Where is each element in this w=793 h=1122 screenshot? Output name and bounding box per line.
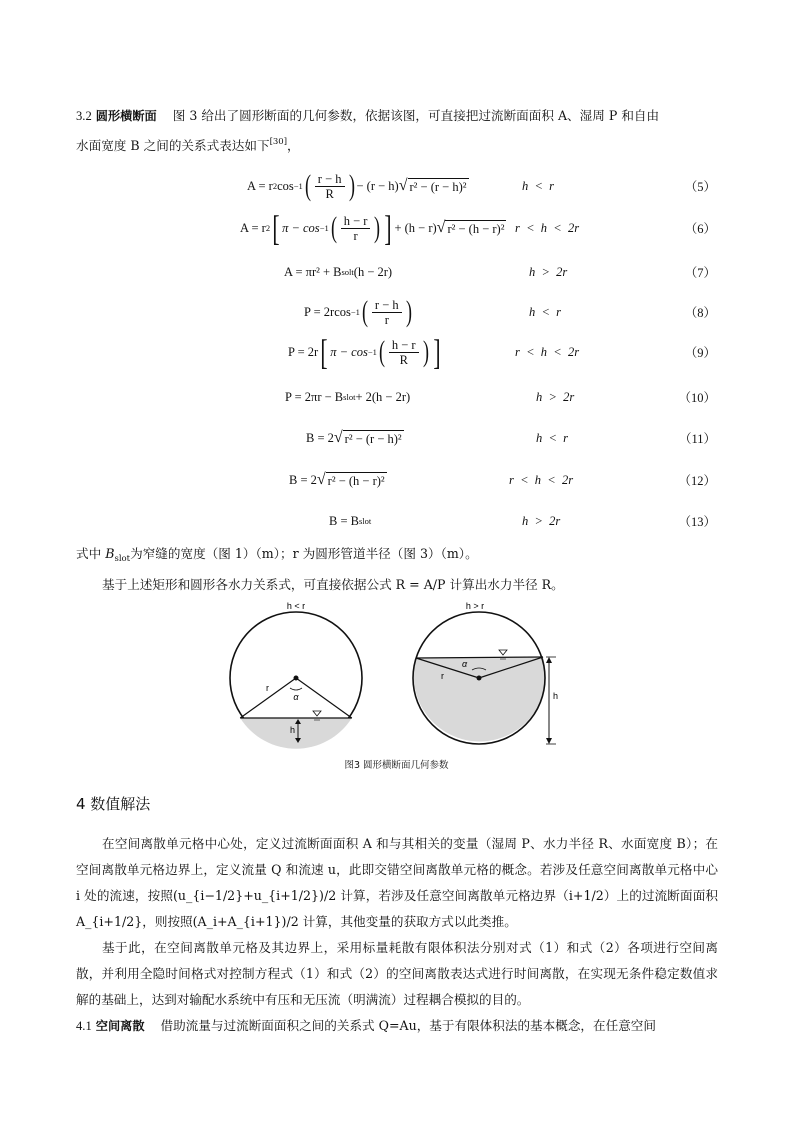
bracket-left: [ bbox=[320, 332, 328, 372]
equation-12-number: （12） bbox=[678, 474, 716, 488]
paren-left: ( bbox=[361, 295, 368, 328]
h-label-right: h bbox=[553, 691, 559, 701]
figure-left-title: h < r bbox=[286, 601, 306, 611]
section-text-line1: 图 3 给出了圆形断面的几何参数，依据该图，可直接把过流断面面积 A、湿周 P 和自由 bbox=[172, 108, 660, 123]
equation-9-formula bbox=[288, 332, 443, 372]
section-title: 圆形横断面 bbox=[95, 109, 157, 123]
paren-right: ) bbox=[374, 211, 381, 244]
equation-10-formula bbox=[285, 383, 410, 411]
explanation-line1 bbox=[76, 541, 718, 572]
water-right bbox=[414, 657, 546, 741]
eq-sup: −1 bbox=[367, 347, 377, 357]
paren-right: ) bbox=[422, 335, 429, 368]
equation-7-number: （7） bbox=[684, 266, 716, 280]
equation-explanation bbox=[76, 541, 718, 598]
sqrt-body: r² − (r − h)² bbox=[344, 431, 402, 446]
paragraph-text: 在空间离散单元格中心处，定义过流断面面积 A 和与其相关的变量（湿周 P、水力半径 R、水面宽度 B）；在空间离散单元格边界上，定义流量 Q 和流速 u，此即交错空间离散单元格的概念。若涉及任意空间离散单元格中心 i 处的流速，按照(u_{i−1/2}+u_{i+1/2})/2 计算，若涉及任意空间离散单元格边界（i+1/2）上的过流断面面积 A_{i+1/2}，则按照(A_i+A_{i+1})/2 计算，其他变量的获取方式以此类推。 bbox=[76, 836, 718, 929]
h-label-left: h bbox=[290, 725, 296, 735]
figure-caption: 图3 圆形横断面几何参数 bbox=[344, 760, 449, 771]
sqrt-sign: √ bbox=[333, 429, 343, 446]
section-text: 借助流量与过流断面面积之间的关系式 Q=Au，基于有限体积法的基本概念，在任意空间 bbox=[160, 1018, 656, 1033]
variable: B bbox=[105, 546, 115, 561]
paren-right: ) bbox=[405, 295, 412, 328]
eq-text: P = 2rcos bbox=[304, 304, 351, 319]
r-label-left: r bbox=[266, 683, 269, 693]
fraction-denominator: R bbox=[399, 352, 408, 367]
text: 式中 bbox=[76, 546, 106, 561]
equation-7-condition: h > 2r bbox=[529, 264, 568, 279]
equation-5-number: （5） bbox=[684, 180, 716, 194]
paren-right: ) bbox=[348, 169, 355, 202]
sqrt-body: r² − (r − h)² bbox=[409, 179, 467, 194]
eq-sub: solt bbox=[341, 267, 354, 277]
equation-9-number: （9） bbox=[684, 346, 716, 360]
figure-3 bbox=[220, 595, 580, 755]
equation-5 bbox=[76, 169, 716, 202]
section-4-paragraph-2 bbox=[76, 935, 718, 1013]
sqrt-body: r² − (h − r)² bbox=[327, 473, 385, 488]
equation-12-condition: r < h < 2r bbox=[509, 472, 574, 487]
equation-8-number: （8） bbox=[684, 306, 716, 320]
section-number: 3.2 bbox=[76, 109, 92, 123]
eq-text: π − cos bbox=[282, 220, 320, 235]
equation-12-formula bbox=[289, 466, 387, 494]
sqrt bbox=[399, 177, 469, 195]
equation-11-number: （11） bbox=[678, 432, 716, 446]
citation-ref: [30] bbox=[269, 137, 288, 147]
section-4-heading: 4 数值解法 bbox=[76, 795, 151, 813]
fraction bbox=[389, 338, 419, 367]
equation-12 bbox=[76, 466, 716, 494]
section-number: 4.1 bbox=[76, 1019, 92, 1033]
equation-7 bbox=[76, 258, 716, 286]
eq-sup: −1 bbox=[319, 223, 329, 233]
equation-10-condition: h > 2r bbox=[536, 389, 575, 404]
fraction bbox=[372, 298, 402, 327]
fraction-numerator: r − h bbox=[315, 172, 345, 187]
equation-5-formula bbox=[247, 169, 469, 202]
eq-sup: −1 bbox=[350, 307, 360, 317]
sqrt bbox=[317, 471, 387, 489]
subscript: slot bbox=[114, 554, 131, 564]
equation-6-formula bbox=[240, 208, 506, 248]
equation-8-condition: h < r bbox=[529, 304, 562, 319]
equation-8 bbox=[76, 295, 716, 328]
section-3-2-line1 bbox=[76, 103, 718, 129]
water-level-icon-right bbox=[499, 650, 507, 655]
fraction-denominator: r bbox=[353, 228, 358, 243]
fraction-numerator: r − h bbox=[372, 298, 402, 313]
equation-10-number: （10） bbox=[678, 391, 716, 405]
sqrt-sign: √ bbox=[436, 219, 446, 236]
section-4-1-paragraph bbox=[76, 1013, 718, 1039]
eq-text: B = B bbox=[329, 513, 359, 528]
equation-7-formula bbox=[284, 258, 392, 286]
paren-left: ( bbox=[330, 211, 337, 244]
section-text-line2-end: ， bbox=[287, 138, 300, 153]
eq-text: + (h − r) bbox=[394, 220, 437, 235]
equation-13-number: （13） bbox=[678, 515, 716, 529]
alpha-label-right: α bbox=[462, 659, 468, 669]
bracket-right: ] bbox=[384, 208, 393, 248]
equation-6 bbox=[76, 208, 716, 248]
eq-sup: −1 bbox=[293, 181, 303, 191]
eq-text: (h − 2r) bbox=[353, 264, 393, 279]
equation-10 bbox=[76, 383, 716, 411]
equation-13-condition: h > 2r bbox=[522, 513, 561, 528]
arrow-up-right bbox=[546, 657, 552, 663]
eq-text: A = πr² + B bbox=[284, 264, 342, 279]
sqrt bbox=[437, 219, 507, 237]
eq-text: B = 2 bbox=[289, 472, 317, 487]
sqrt-body: r² − (h − r)² bbox=[447, 221, 505, 236]
fraction-denominator: r bbox=[384, 312, 389, 327]
section-title: 空间离散 bbox=[95, 1019, 145, 1033]
eq-text: B = 2 bbox=[306, 430, 334, 445]
eq-text: A = r bbox=[240, 220, 266, 235]
fraction bbox=[315, 172, 345, 201]
eq-text: P = 2r bbox=[288, 344, 319, 359]
explanation-line2: 基于上述矩形和圆形各水力关系式，可直接依据公式 R = A/P 计算出水力半径 R。 bbox=[102, 577, 564, 592]
section-3-2-line2 bbox=[76, 129, 718, 159]
equation-13 bbox=[76, 507, 716, 535]
alpha-label-left: α bbox=[293, 692, 299, 702]
eq-text: + 2(h − 2r) bbox=[355, 389, 411, 404]
fraction-numerator: h − r bbox=[341, 214, 371, 229]
sqrt-sign: √ bbox=[316, 471, 326, 488]
equation-9-condition: r < h < 2r bbox=[515, 344, 580, 359]
eq-sup: 2 bbox=[265, 223, 271, 233]
paren-left: ( bbox=[378, 335, 385, 368]
center-point-left bbox=[294, 676, 299, 681]
arrow-down-right bbox=[546, 738, 552, 744]
r-label-right: r bbox=[441, 671, 444, 681]
eq-text: π − cos bbox=[330, 344, 368, 359]
eq-text: cos bbox=[277, 178, 294, 193]
paren-left: ( bbox=[304, 169, 311, 202]
fraction-denominator: R bbox=[325, 186, 334, 201]
sqrt bbox=[334, 429, 404, 447]
figure-right-title: h > r bbox=[465, 601, 485, 611]
equation-6-number: （6） bbox=[684, 222, 716, 236]
equation-6-condition: r < h < 2r bbox=[515, 220, 580, 235]
eq-text: P = 2πr − B bbox=[285, 389, 344, 404]
equation-11-condition: h < r bbox=[536, 430, 569, 445]
eq-sup: 2 bbox=[272, 181, 278, 191]
paragraph-text: 基于此，在空间离散单元格及其边界上，采用标量耗散有限体积法分别对式（1）和式（2）各项进行空间离散，并利用全隐时间格式对控制方程式（1）和式（2）的空间离散表达式进行时间离散，在实现无条件稳定数值求解的基础上，达到对输配水系统中有压和无压流（明满流）过程耦合模拟的目的。 bbox=[76, 940, 718, 1007]
text: 为窄缝的宽度（图 1）（m）；r 为圆形管道半径（图 3）（m）。 bbox=[130, 546, 478, 561]
sqrt-sign: √ bbox=[398, 177, 408, 194]
section-3-2-paragraph bbox=[76, 103, 718, 159]
equation-9 bbox=[76, 332, 716, 372]
eq-text: − (r − h) bbox=[356, 178, 399, 193]
section-4-paragraph-1 bbox=[76, 831, 718, 935]
equation-11 bbox=[76, 424, 716, 452]
fraction-numerator: h − r bbox=[389, 338, 419, 353]
equation-8-formula bbox=[304, 295, 414, 328]
bracket-left: [ bbox=[272, 208, 280, 248]
section-text-line2: 水面宽度 B 之间的关系式表达如下 bbox=[76, 138, 270, 153]
fraction bbox=[341, 214, 371, 243]
eq-sub: slot bbox=[358, 516, 372, 526]
equation-5-condition: h < r bbox=[522, 178, 555, 193]
bracket-right: ] bbox=[432, 332, 441, 372]
equation-11-formula bbox=[306, 424, 404, 452]
eq-text: A = r bbox=[247, 178, 273, 193]
center-point-right bbox=[477, 676, 482, 681]
equation-13-formula bbox=[329, 507, 371, 535]
eq-sub: slot bbox=[343, 392, 356, 402]
